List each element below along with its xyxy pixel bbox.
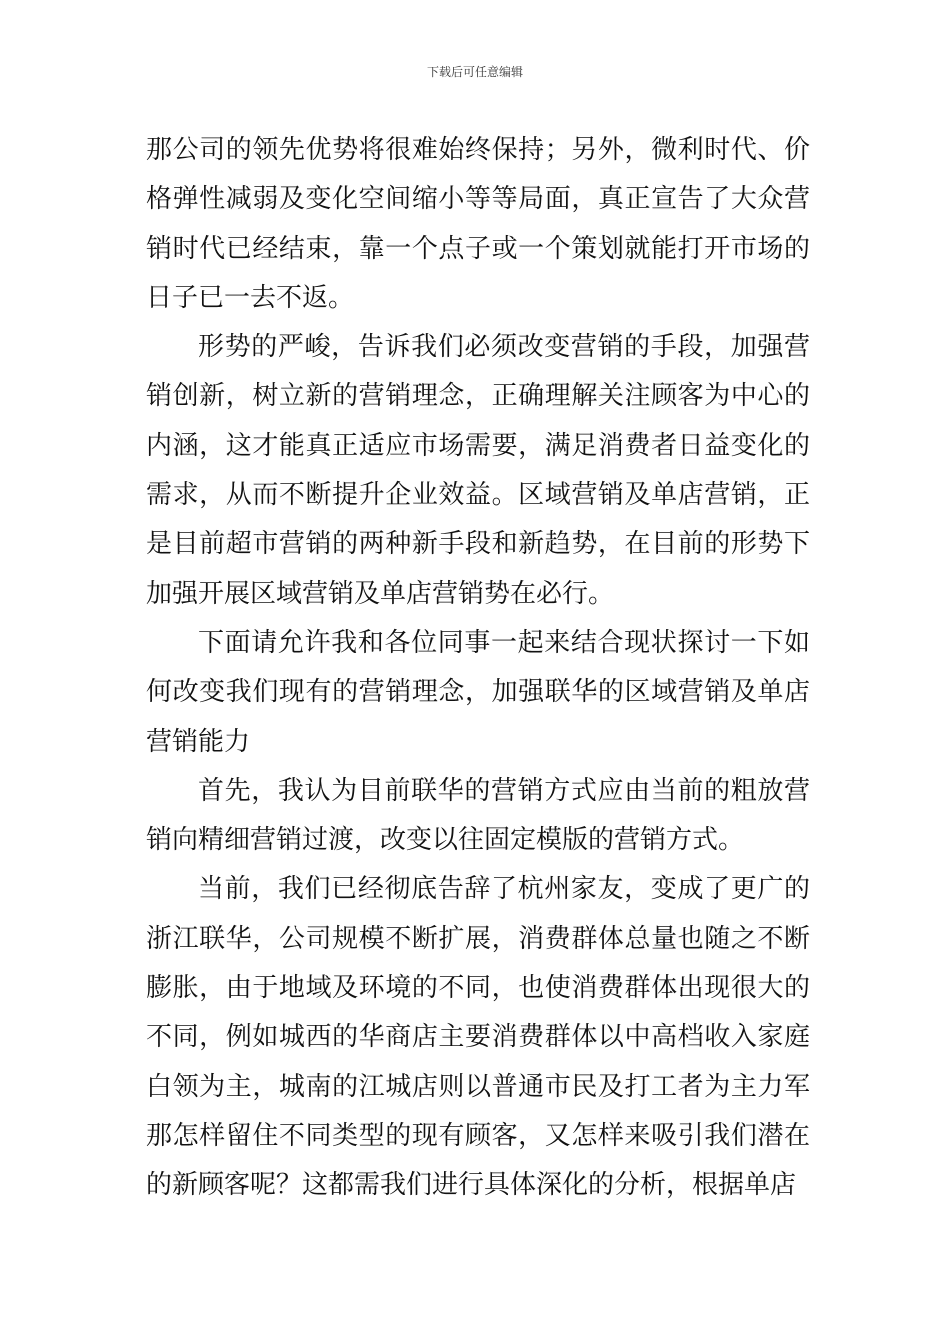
document-body: [146, 126, 810, 1211]
paragraph-current-status: 当前，我们已经彻底告辞了杭州家友，变成了更广的浙江联华，公司规模不断扩展，消费群体总量也随之不断膨胀，由于地域及环境的不同，也使消费群体出现很大的不同，例如城西的华商店主要消费群体以中高档收入家庭白领为主，城南的江城店则以普通市民及打工者为主力军那怎样留住不同类型的现有顾客，又怎样来吸引我们潜在的新顾客呢？这都需我们进行具体深化的分析，根据单店: [146, 874, 810, 1201]
paragraph-continuation: 那公司的领先优势将很难始终保持；另外，微利时代、价格弹性减弱及变化空间缩小等等局面，真正宣告了大众营销时代已经结束，靠一个点子或一个策划就能打开市场的日子已一去不返。: [146, 135, 810, 313]
paragraph-discussion-intro: 下面请允许我和各位同事一起来结合现状探讨一下如何改变我们现有的营销理念，加强联华的区域营销及单店营销能力: [146, 627, 810, 757]
page-header: 下载后可任意编辑: [426, 65, 523, 79]
paragraph-market-situation: 形势的严峻，告诉我们必须改变营销的手段，加强营销创新，树立新的营销理念，正确理解关注顾客为中心的内涵，这才能真正适应市场需要，满足消费者日益变化的需求，从而不断提升企业效益。区域营销及单店营销，正是目前超市营销的两种新手段和新趋势，在目前的形势下加强开展区域营销及单店营销势在必行。: [146, 332, 810, 609]
paragraph-first-point: 首先，我认为目前联华的营销方式应由当前的粗放营销向精细营销过渡，改变以往固定模版的营销方式。: [146, 775, 810, 856]
